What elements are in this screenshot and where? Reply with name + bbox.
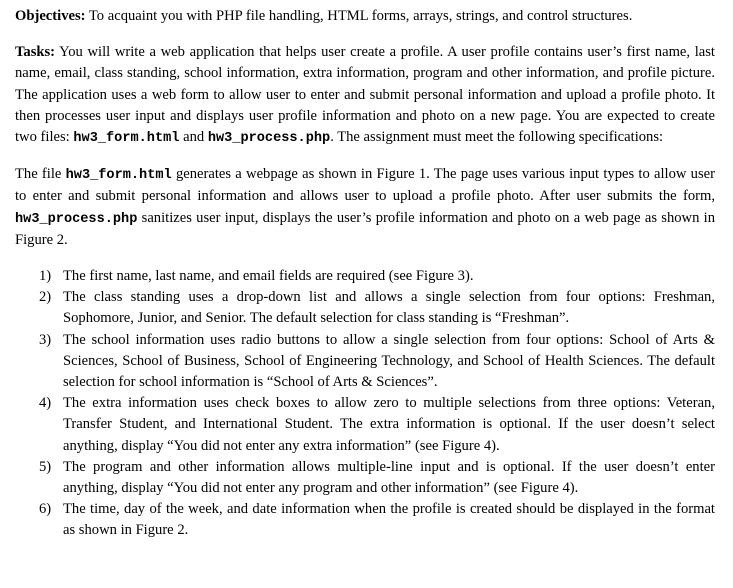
spec-item: [15, 266, 715, 287]
spec-item: [15, 457, 715, 499]
spec-number: 5): [39, 458, 52, 475]
objectives-text: To acquaint you with PHP file handling, HTML forms, arrays, strings, and control structures.: [85, 8, 633, 24]
spec-text: The extra information uses check boxes to allow zero to multiple selections from three options: Veteran, Transfer Student, and International Student. The extra information is optional. If the user doesn’t select anything, display “You did not enter any extra information” (see Figure 4).: [63, 395, 715, 454]
spec-number: 4): [39, 395, 52, 412]
file-para-form: hw3_form.html: [65, 168, 172, 184]
spec-text: The school information uses radio buttons to allow a single selection from four options: School of Arts & Sciences, School of Business, School of Engineering Technology, and School of Health Sciences. The default selection for school information is “School of Arts & Sciences”.: [63, 331, 715, 391]
file-text-2: generates a webpage as shown in Figure 1. The page uses various input types to allow user to enter and submit personal information and allows user to upload a profile photo. After user submits the form,: [15, 166, 715, 205]
spec-text: The time, day of the week, and date information when the profile is created should be displayed in the format as shown in Figure 2.: [63, 501, 715, 539]
tasks-paragraph: [15, 42, 715, 149]
spec-text: The program and other information allows multiple-line input and is optional. If the user doesn’t enter anything, display “You did not enter any program and other information” (see Figure 4).: [63, 458, 715, 497]
tasks-text-1: You will write a web application that helps user create a profile. A user profile contains user’s first name, last name, email, class standing, school information, extra information, program and other information, and profile picture. The application uses a web form to allow user to enter and submit personal information and upload a profile photo. It then processes user input and displays user profile information and photo on a new page. You are expected to create two files:: [15, 44, 715, 146]
objectives-label: Objectives:: [15, 8, 86, 24]
tasks-text-2: and: [179, 129, 208, 146]
spec-item: [15, 499, 715, 541]
file-text-3: sanitizes user input, displays the user’s profile information and photo on a web page as shown in Figure 2.: [15, 209, 715, 248]
spec-item: [15, 393, 715, 457]
spec-item: [15, 287, 715, 329]
spec-number: 2): [39, 289, 52, 306]
file-text-1: The file: [15, 166, 66, 183]
spec-item: [15, 330, 715, 394]
tasks-label: Tasks:: [15, 44, 56, 61]
spec-number: 6): [39, 501, 52, 518]
objectives-paragraph: [15, 6, 715, 27]
tasks-text-3: . The assignment must meet the following specifications:: [330, 129, 664, 146]
spec-text: The class standing uses a drop-down list and allows a single selection from four options: Freshman, Sophomore, Junior, and Senior. The default selection for class standing is “Freshman”.: [63, 289, 715, 327]
specifications-list: [15, 266, 715, 542]
tasks-file-process: hw3_process.php: [207, 131, 331, 147]
file-description-paragraph: [15, 164, 715, 251]
spec-number: 3): [39, 331, 52, 348]
tasks-file-form: hw3_form.html: [73, 131, 180, 147]
file-para-process: hw3_process.php: [15, 211, 138, 227]
spec-text: The first name, last name, and email fields are required (see Figure 3).: [63, 268, 474, 285]
spec-number: 1): [39, 268, 52, 285]
